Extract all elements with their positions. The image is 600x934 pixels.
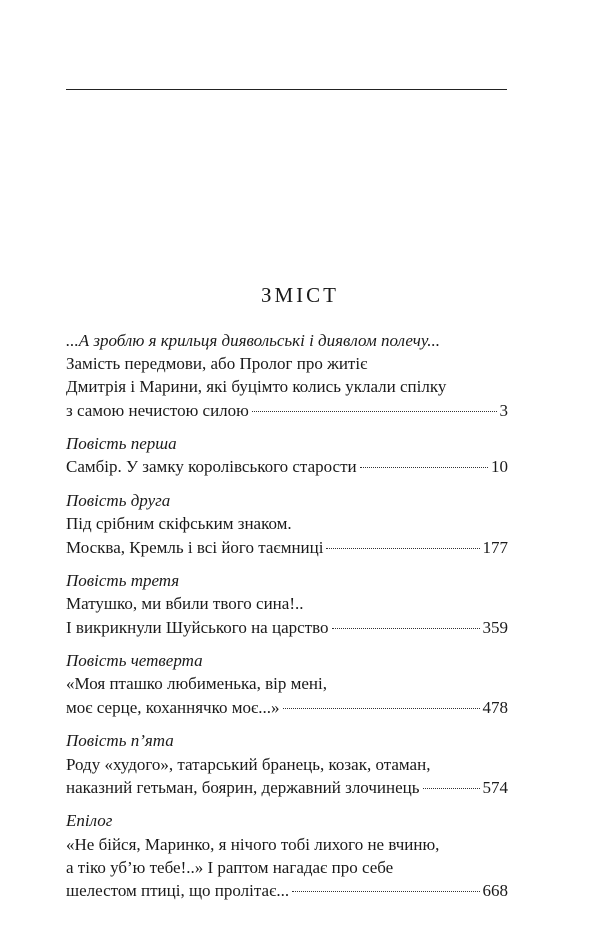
- dot-leader: [283, 708, 480, 709]
- toc-entry[interactable]: [66, 879, 508, 902]
- toc-section-heading: Епілог: [66, 811, 113, 831]
- toc-section-heading: Повість третя: [66, 571, 180, 591]
- toc-entry-title: шелестом птиці, що пролітає...: [66, 880, 290, 900]
- top-rule: [66, 89, 507, 90]
- toc-section: [66, 809, 508, 902]
- toc-entry[interactable]: [66, 455, 508, 478]
- toc-entry-title: з самою нечистою силою: [66, 400, 249, 420]
- toc-page-number: 668: [482, 880, 508, 900]
- dot-leader: [292, 891, 479, 892]
- dot-leader: [332, 628, 480, 629]
- toc-section: [66, 649, 508, 719]
- toc-entry-title: моє серце, коханнячко моє...»: [66, 697, 280, 717]
- toc-entry[interactable]: [66, 696, 508, 719]
- toc-entry-title: І викрикнули Шуйського на царство: [66, 617, 329, 637]
- toc-page-number: 478: [482, 697, 508, 717]
- toc-section-heading: ...А зроблю я крильця диявольські і диявлом полечу...: [66, 331, 441, 350]
- dot-leader: [326, 548, 479, 549]
- dot-leader: [252, 411, 497, 412]
- toc-page-number: 3: [499, 400, 508, 420]
- toc-section-heading: Повість четверта: [66, 651, 203, 671]
- toc-page-number: 574: [482, 777, 508, 797]
- toc-section: [66, 329, 508, 422]
- toc-section-heading: Повість перша: [66, 434, 177, 454]
- table-of-contents: [66, 329, 508, 902]
- toc-section: [66, 432, 508, 478]
- toc-entry[interactable]: [66, 616, 508, 639]
- dot-leader: [360, 467, 488, 468]
- toc-line: а тіко уб’ю тебе!..» І раптом нагадає про себе: [66, 857, 394, 877]
- toc-line: Дмитрія і Марини, які буцімто колись уклали спілку: [66, 377, 447, 397]
- page-title: ЗМІСТ: [260, 283, 340, 307]
- toc-entry-title: наказний гетьман, боярин, державний злочинець: [66, 777, 420, 797]
- toc-section: [66, 729, 508, 799]
- toc-line: «Не бійся, Маринко, я нічого тобі лихого не вчиню,: [66, 834, 440, 854]
- toc-entry[interactable]: [66, 399, 508, 422]
- toc-entry-title: Самбір. У замку королівського старости: [66, 457, 357, 477]
- toc-line: Матушко, ми вбили твого сина!..: [66, 594, 304, 614]
- toc-page-number: 359: [482, 617, 508, 637]
- toc-entry-title: Москва, Кремль і всі його таємниці: [66, 537, 324, 557]
- toc-section-heading: Повість друга: [66, 491, 171, 511]
- toc-page-number: 177: [482, 537, 508, 557]
- toc-page-number: 10: [491, 457, 508, 477]
- dot-leader: [423, 788, 480, 789]
- toc-section: [66, 489, 508, 559]
- toc-line: Замість передмови, або Пролог про житіє: [66, 354, 368, 374]
- toc-line: Під срібним скіфським знаком.: [66, 514, 292, 534]
- toc-line: Роду «худого», татарський бранець, козак, отаман,: [66, 754, 431, 774]
- toc-line: «Моя пташко любименька, вір мені,: [66, 674, 327, 694]
- toc-section: [66, 569, 508, 639]
- toc-section-heading: Повість п’ята: [66, 731, 174, 751]
- toc-entry[interactable]: [66, 776, 508, 799]
- toc-entry[interactable]: [66, 536, 508, 559]
